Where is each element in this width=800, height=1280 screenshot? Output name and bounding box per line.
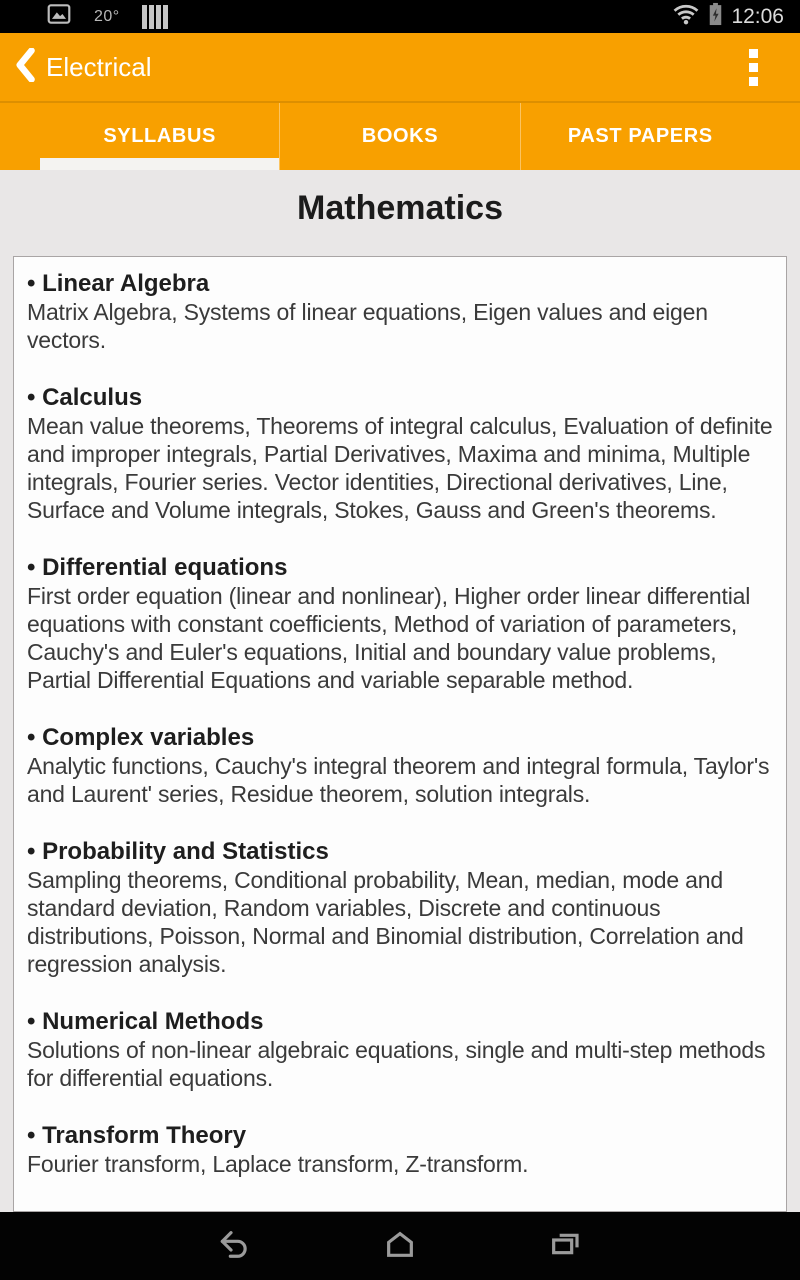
section-body: Sampling theorems, Conditional probability, Mean, median, mode and standard deviation, Random variables, Discrete and continuous distributions, Poisson, Normal and Binomial distribution, Correlation and regression analysis. (27, 867, 744, 977)
section-title: • Numerical Methods (27, 1008, 264, 1035)
section-body: Analytic functions, Cauchy's integral theorem and integral formula, Taylor's and Laurent' series, Residue theorem, solution integrals. (27, 753, 770, 807)
bars-icon (142, 5, 168, 29)
tab-bar (0, 103, 800, 170)
temperature-notification: 20° (94, 7, 120, 25)
action-bar (0, 33, 800, 103)
section-title: • Transform Theory (27, 1122, 247, 1149)
clock: 12:06 (731, 4, 784, 28)
tab-books-label: BOOKS (361, 125, 439, 147)
syllabus-section (27, 1008, 773, 1092)
syllabus-section (27, 384, 773, 524)
syllabus-section (27, 1122, 773, 1178)
tab-past-papers[interactable] (520, 103, 760, 170)
nav-recents-button[interactable] (483, 1212, 648, 1280)
overflow-menu-button[interactable] (741, 41, 766, 94)
status-left (10, 1, 168, 32)
section-body: Solutions of non-linear algebraic equations, single and multi-step methods for differential equations. (27, 1037, 766, 1091)
recents-icon (543, 1228, 587, 1265)
syllabus-section (27, 554, 773, 694)
page-category-title: Electrical (46, 51, 152, 82)
section-body: Fourier transform, Laplace transform, Z-transform. (27, 1151, 529, 1177)
status-right (672, 2, 790, 31)
section-title: • Linear Algebra (27, 270, 210, 297)
tab-syllabus-label: SYLLABUS (103, 125, 216, 147)
back-button[interactable] (8, 43, 42, 91)
overflow-dots-icon (749, 49, 758, 86)
syllabus-section (27, 724, 773, 808)
nav-back-button[interactable] (153, 1212, 318, 1280)
syllabus-card[interactable] (13, 256, 787, 1212)
system-nav-bar (0, 1212, 800, 1280)
section-title: • Probability and Statistics (27, 838, 329, 865)
status-bar (0, 0, 800, 33)
section-title: • Calculus (27, 384, 143, 411)
chevron-left-icon (13, 48, 37, 87)
section-title: • Differential equations (27, 554, 288, 581)
photo-icon (46, 1, 72, 32)
back-icon (212, 1228, 258, 1265)
section-title: • Complex variables (27, 724, 255, 751)
syllabus-section (27, 838, 773, 978)
battery-charging-icon (708, 2, 723, 31)
home-icon (376, 1228, 424, 1265)
wifi-icon (672, 3, 700, 30)
content-area (0, 170, 800, 1212)
nav-home-button[interactable] (318, 1212, 483, 1280)
tab-books[interactable] (279, 103, 519, 170)
tab-strip (40, 103, 760, 170)
section-body: Mean value theorems, Theorems of integral calculus, Evaluation of definite and improper integrals, Partial Derivatives, Maxima and minima, Multiple integrals, Fourier series. Vector identities, Directional derivatives, Line, Surface and Volume integrals, Stokes, Gauss and Green's theorems. (27, 413, 773, 523)
syllabus-section (27, 270, 773, 354)
subject-title: Mathematics (297, 189, 503, 227)
tab-past-papers-label: PAST PAPERS (567, 125, 713, 147)
tab-syllabus[interactable] (40, 103, 279, 170)
section-body: First order equation (linear and nonlinear), Higher order linear differential equations with constant coefficients, Method of variation of parameters, Cauchy's and Euler's equations, Initial and boundary value problems, Partial Differential Equations and variable separable method. (27, 583, 751, 693)
section-body: Matrix Algebra, Systems of linear equations, Eigen values and eigen vectors. (27, 299, 708, 353)
